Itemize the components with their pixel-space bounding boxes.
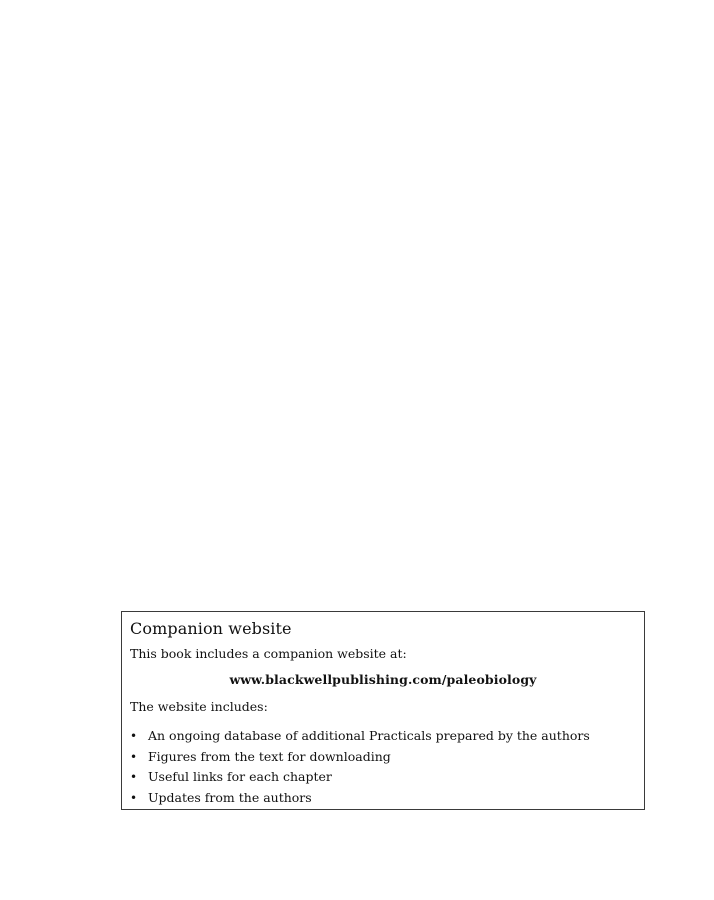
website-url: www.blackwellpublishing.com/paleobiology xyxy=(229,672,537,687)
list-item xyxy=(130,788,636,809)
list-item-text: An ongoing database of additional Practicals prepared by the authors xyxy=(148,728,590,743)
list-item xyxy=(130,726,636,747)
bullet-icon: • xyxy=(130,749,138,764)
list-item xyxy=(130,767,636,788)
features-list xyxy=(130,726,636,808)
box-title: Companion website xyxy=(130,619,292,638)
bullet-icon: • xyxy=(130,770,138,784)
bullet-icon: • xyxy=(130,790,138,805)
companion-website-box xyxy=(121,611,645,810)
list-item-text: Updates from the authors xyxy=(148,789,312,805)
includes-label: The website includes: xyxy=(130,699,268,714)
list-item-text: Useful links for each chapter xyxy=(148,769,332,784)
list-item-text: Figures from the text for downloading xyxy=(148,748,391,764)
intro-text: This book includes a companion website at: xyxy=(130,646,407,661)
bullet-icon: • xyxy=(130,729,138,743)
list-item xyxy=(130,747,636,768)
